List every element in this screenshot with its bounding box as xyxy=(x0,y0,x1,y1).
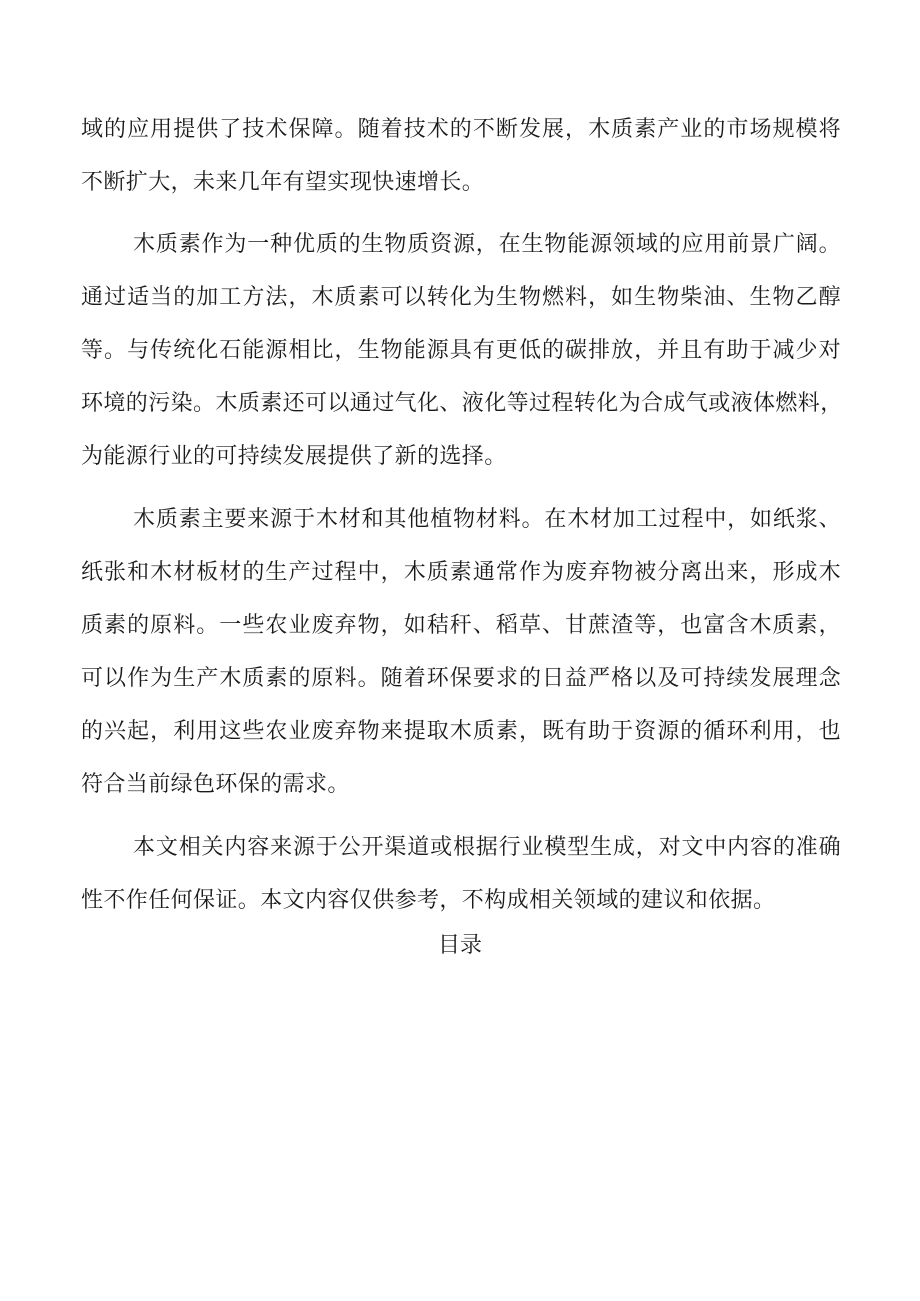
paragraph-1-line-2: 不断扩大，未来几年有望实现快速增长。 xyxy=(81,170,485,195)
paragraph-1-line-1: 域的应用提供了技术保障。随着技术的不断发展，木质素产业的市场规模将 xyxy=(81,117,841,142)
paragraph-3-line-6: 符合当前绿色环保的需求。 xyxy=(81,772,350,797)
paragraph-3-line-3: 质素的原料。一些农业废弃物，如秸秆、稻草、甘蔗渣等，也富含木质素， xyxy=(81,613,841,638)
paragraph-2-line-2: 通过适当的加工方法，木质素可以转化为生物燃料，如生物柴油、生物乙醇 xyxy=(81,285,841,310)
paragraph-2-line-1: 木质素作为一种优质的生物质资源，在生物能源领域的应用前景广阔。 xyxy=(133,232,841,257)
disclaimer-line-1: 本文相关内容来源于公开渠道或根据行业模型生成，对文中内容的准确 xyxy=(133,835,841,860)
paragraph-3-line-5: 的兴起，利用这些农业废弃物来提取木质素，既有助于资源的循环利用，也 xyxy=(81,719,841,744)
paragraph-2-line-4: 环境的污染。木质素还可以通过气化、液化等过程转化为合成气或液体燃料， xyxy=(81,391,843,416)
paragraph-2-line-3: 等。与传统化石能源相比，生物能源具有更低的碳排放，并且有助于减少对 xyxy=(81,338,841,363)
paragraph-3-line-2: 纸张和木材板材的生产过程中，木质素通常作为废弃物被分离出来，形成木 xyxy=(81,560,841,585)
paragraph-3-line-4: 可以作为生产木质素的原料。随着环保要求的日益严格以及可持续发展理念 xyxy=(81,666,841,691)
disclaimer-line-2: 性不作任何保证。本文内容仅供参考，不构成相关领域的建议和依据。 xyxy=(81,888,776,913)
paragraph-3-line-1: 木质素主要来源于木材和其他植物材料。在木材加工过程中，如纸浆、 xyxy=(133,507,841,532)
table-of-contents-heading: 目录 xyxy=(437,933,482,958)
paragraph-2-line-5: 为能源行业的可持续发展提供了新的选择。 xyxy=(81,444,507,469)
